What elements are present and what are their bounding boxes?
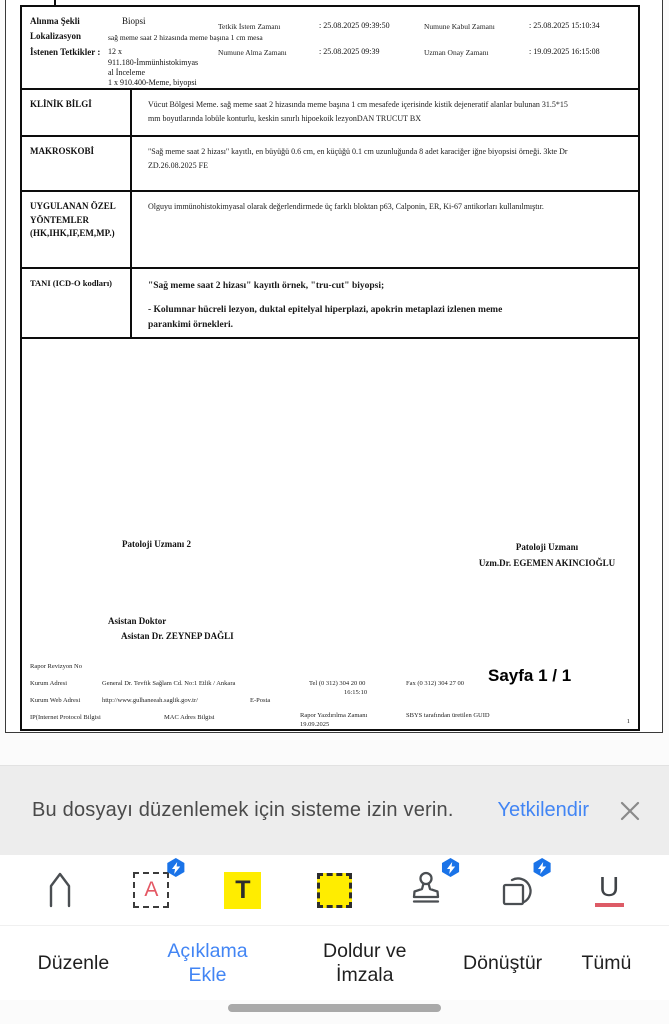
letter-t-glyph: T bbox=[235, 875, 251, 904]
highlight-text-button[interactable] bbox=[218, 865, 268, 915]
report-footer bbox=[22, 655, 638, 729]
underline-icon bbox=[595, 873, 624, 907]
ozel-label bbox=[22, 192, 132, 267]
highlight-area-button[interactable] bbox=[309, 865, 359, 915]
time-label-istem: Tetkik İstem Zamanı bbox=[218, 22, 281, 31]
signature-left-title: Patoloji Uzmanı 2 bbox=[122, 539, 191, 549]
time-label-kabul: Numune Kabul Zamanı bbox=[424, 22, 495, 31]
stamp-button[interactable] bbox=[401, 865, 451, 915]
footer-yazdirma-value: 19.09.2025 bbox=[300, 721, 330, 728]
footer-yazdirma-label: Rapor Yazdırılma Zamanı bbox=[300, 712, 368, 719]
footer-web: http://www.gulhaneeah.saglik.gov.tr/ bbox=[102, 697, 198, 704]
tab-aciklama-ekle[interactable]: Açıklama Ekle bbox=[167, 939, 248, 986]
underline-bar bbox=[595, 903, 624, 907]
footer-tel-time: 16:15:10 bbox=[344, 689, 368, 696]
row-makroskobi bbox=[22, 137, 638, 192]
tetkik-label: İstenen Tetkikler : bbox=[30, 47, 101, 57]
tetkik-value-4: 1 x 910.400-Meme, biyopsi bbox=[108, 78, 197, 87]
tani-line1: "Sağ meme saat 2 hizası" kayıtlı örnek, "tru-cut" biyopsi; bbox=[148, 281, 385, 291]
signature-right-name: Uzm.Dr. EGEMEN AKINCIOĞLU bbox=[478, 558, 616, 569]
tab-duzenle[interactable]: Düzenle bbox=[37, 951, 110, 974]
ozel-label-line1: UYGULANAN ÖZEL bbox=[30, 201, 116, 211]
footer-mac: MAC Adres Bilgisi bbox=[164, 714, 215, 721]
signature-right-title: Patoloji Uzmanı bbox=[515, 542, 579, 552]
convert-shape-button[interactable] bbox=[493, 865, 543, 915]
tab-doldur-ve-imzala[interactable]: Doldur ve İmzala bbox=[323, 939, 407, 986]
klinik-label: KLİNİK BİLGİ bbox=[22, 90, 132, 135]
footer-fax: Fax (0 312) 304 27 00 bbox=[406, 680, 464, 687]
alinma-value: Biopsi bbox=[122, 16, 146, 26]
tetkik-value-1: 12 x bbox=[108, 47, 122, 56]
assistant-name: Asistan Dr. ZEYNEP DAĞLI bbox=[121, 631, 234, 641]
signature-right bbox=[452, 539, 642, 571]
makroskobi-text: "Sağ meme saat 2 hizası" kayıtlı, en büyüğü 0.6 cm, en küçüğü 0.1 cm uzunluğunda 8 adet karaciğer iğne biyopsisi örneği. 3kte Dr ZD.26.08.2025 FE bbox=[148, 147, 568, 171]
footer-kurum-adresi-label: Kurum Adresi bbox=[30, 680, 68, 687]
time-value-istem: : 25.08.2025 09:39:50 bbox=[319, 21, 390, 30]
bottom-tab-bar bbox=[0, 925, 669, 1000]
text-annotation-button[interactable] bbox=[126, 865, 176, 915]
footer-web-label: Kurum Web Adresi bbox=[30, 697, 81, 704]
tetkik-value-3: al İnceleme bbox=[108, 68, 146, 77]
footer-tel: Tel (0 312) 304 20 00 bbox=[309, 680, 366, 687]
pen-tool-button[interactable] bbox=[35, 865, 85, 915]
close-icon[interactable] bbox=[615, 796, 645, 826]
alinma-label: Alınma Şekli bbox=[30, 16, 80, 26]
tab-donustur[interactable]: Dönüştür bbox=[463, 951, 543, 974]
report-table bbox=[20, 5, 640, 731]
pdf-page[interactable] bbox=[5, 0, 663, 733]
tani-label: TANI (ICD-O kodları) bbox=[22, 269, 132, 337]
tani-line2: - Kolumnar hücreli lezyon, duktal epitelyal hiperplazi, apokrin metaplazi izlenen meme parankimi örnekleri. bbox=[148, 305, 503, 331]
footer-revizyon: Rapor Revizyon No bbox=[30, 663, 82, 670]
report-info-section bbox=[22, 7, 638, 90]
convert-shape-icon bbox=[496, 868, 540, 912]
ozel-label-line2: YÖNTEMLER bbox=[30, 214, 90, 225]
tani-text bbox=[132, 269, 577, 337]
page-indicator: Sayfa 1 / 1 bbox=[488, 666, 572, 685]
row-ozel-yontemler bbox=[22, 192, 638, 269]
row-klinik-bilgi bbox=[22, 90, 638, 137]
footer-kurum-adresi: General Dr. Tevfik Sağlam Cd. No:1 Etlik / Ankara bbox=[102, 680, 236, 687]
makroskobi-label: MAKROSKOBİ bbox=[22, 137, 132, 190]
lokalizasyon-label: Lokalizasyon bbox=[30, 31, 82, 41]
time-value-kabul: : 25.08.2025 15:10:34 bbox=[529, 21, 600, 30]
tab-tumu[interactable]: Tümü bbox=[581, 951, 632, 974]
time-label-onay: Uzman Onay Zamanı bbox=[424, 48, 489, 57]
row-tani bbox=[22, 269, 638, 339]
highlight-area-icon bbox=[317, 873, 352, 908]
klinik-text: Vücut Bölgesi Meme. sağ meme saat 2 hizasında meme başına 1 cm mesafede içerisinde kistik dejeneratif alanlar bulunan 31.5*15 mm boyutlarında lobüle konturlu, keskin sınırlı hipoekoik lezyonDAN TRUCUT BX bbox=[148, 100, 568, 124]
time-label-alma: Numune Alma Zamanı bbox=[218, 48, 287, 57]
authorize-button[interactable]: Yetkilendir bbox=[497, 799, 589, 821]
highlight-text-icon bbox=[224, 872, 261, 909]
ozel-text: Olguyu immünohistokimyasal olarak değerlendirmede üç farklı bloktan p63, Calponin, ER, Ki-67 antikorları kullanılmıştır. bbox=[148, 202, 544, 211]
letter-a-glyph: A bbox=[144, 878, 159, 901]
underline-button[interactable] bbox=[584, 865, 634, 915]
footer-page-num: 1 bbox=[626, 718, 630, 725]
time-value-onay: : 19.09.2025 16:15:08 bbox=[529, 47, 600, 56]
text-annotation-icon bbox=[133, 872, 169, 908]
annotation-toolbar bbox=[0, 855, 669, 925]
lokalizasyon-value: sağ meme saat 2 hizasında meme başına 1 cm mesa bbox=[108, 33, 263, 42]
letter-u-glyph: U bbox=[599, 871, 620, 903]
ozel-label-line3: (HK,IHK,IF,EM,MP.) bbox=[30, 228, 115, 238]
footer-eposta: E-Posta bbox=[250, 697, 271, 704]
tetkik-value-2: 911.180-İmmünhistokimyas bbox=[108, 58, 199, 67]
time-value-alma: : 25.08.2025 09:39 bbox=[319, 47, 380, 56]
assistant-title: Asistan Doktor bbox=[108, 616, 167, 626]
home-indicator[interactable] bbox=[228, 1004, 441, 1012]
footer-guid: SBYS tarafından üretilen GUID bbox=[406, 712, 490, 719]
signature-area bbox=[22, 339, 638, 655]
banner-message: Bu dosyayı düzenlemek için sisteme izin verin. bbox=[32, 799, 454, 821]
pen-icon bbox=[38, 868, 82, 912]
stamp-icon bbox=[404, 868, 448, 912]
footer-ip: IP(Internet Protocol Bilgisi bbox=[30, 714, 101, 721]
permission-banner bbox=[0, 765, 669, 855]
